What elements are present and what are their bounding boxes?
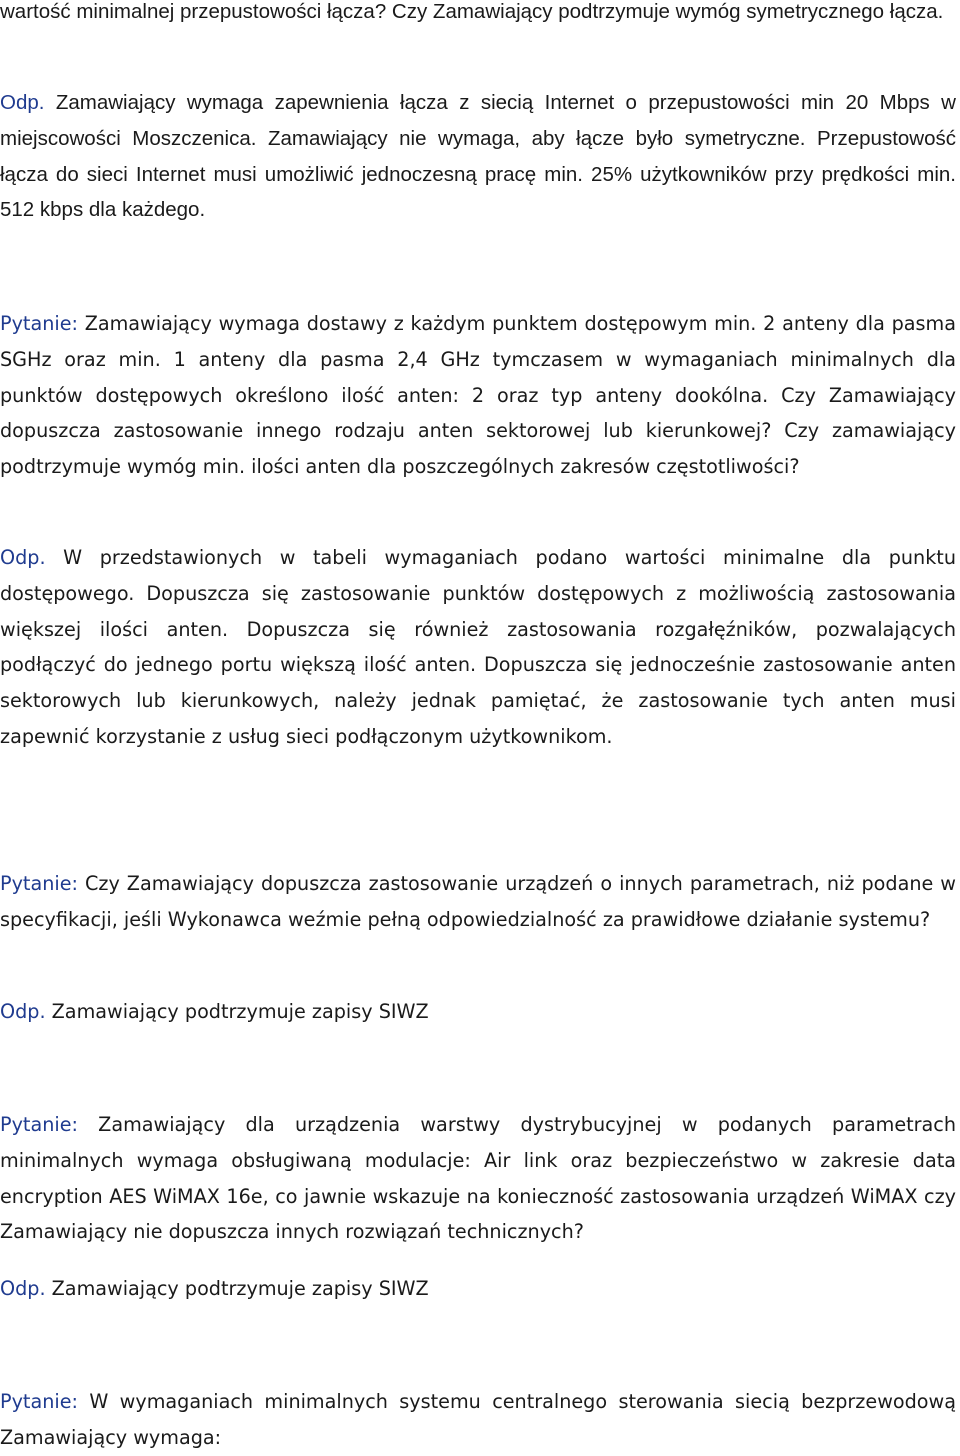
question-label: Pytanie: (0, 1113, 78, 1136)
paragraph-question-continuation (0, 0, 956, 30)
question-label: Pytanie: (0, 312, 78, 335)
paragraph-text: W wymaganiach minimalnych systemu centralnego sterowania siecią bezprzewodową Zamawiający wymaga: (0, 1390, 956, 1449)
question-label: Pytanie: (0, 872, 78, 895)
answer-label: Odp. (0, 1000, 46, 1023)
paragraph-text: Zamawiający podtrzymuje zapisy SIWZ (45, 1277, 429, 1300)
paragraph-answer-siwz-1 (0, 994, 956, 1030)
paragraph-text: Czy Zamawiający dopuszcza zastosowanie urządzeń o innych parametrach, niż podane w specyfikacji, jeśli Wykonawca weźmie pełną odpowiedzialność za prawidłowe działanie systemu? (0, 872, 956, 931)
paragraph-answer-bandwidth (0, 85, 956, 228)
paragraph-text: W przedstawionych w tabeli wymaganiach podano wartości minimalne dla punktu dostępowego. Dopuszcza się zastosowanie punktów dostępowych z możliwością zastosowania większej ilości anten. Dopuszcza się również zastosowania rozgałęźników, pozwalających podłączyć do jednego portu większą ilość anten. Dopuszcza się jednocześnie zastosowanie anten sektorowych lub kierunkowych, należy jednak pamiętać, że zastosowanie tych anten musi zapewnić korzystanie z usług sieci podłączonym użytkownikom. (0, 546, 956, 748)
paragraph-question-wimax (0, 1107, 956, 1250)
paragraph-answer-antennas (0, 540, 956, 755)
paragraph-text: wartość minimalnej przepustowości łącza? Czy Zamawiający podtrzymuje wymóg symetrycznego łącza. (0, 0, 944, 23)
paragraph-question-central-system (0, 1384, 956, 1456)
paragraph-answer-siwz-2 (0, 1271, 956, 1307)
paragraph-text: Zamawiający wymaga zapewnienia łącza z siecią Internet o przepustowości min 20 Mbps w miejscowości Moszczenica. Zamawiający nie wymaga, aby łącze było symetryczne. Przepustowość łącza do sieci Internet musi umożliwić jednoczesną pracę min. 25% użytkowników przy prędkości min. 512 kbps dla każdego. (0, 91, 956, 222)
answer-label: Odp. (0, 91, 45, 114)
answer-label: Odp. (0, 1277, 46, 1300)
question-label: Pytanie: (0, 1390, 78, 1413)
paragraph-question-antennas (0, 306, 956, 485)
paragraph-question-devices (0, 866, 956, 938)
paragraph-text: Zamawiający dla urządzenia warstwy dystrybucyjnej w podanych parametrach minimalnych wymaga obsługiwaną modulacje: Air link oraz bezpieczeństwo w zakresie data encryption AES WiMAX 16e, co jawnie wskazuje na konieczność zastosowania urządzeń WiMAX czy Zamawiający nie dopuszcza innych rozwiązań technicznych? (0, 1113, 956, 1244)
paragraph-text: Zamawiający podtrzymuje zapisy SIWZ (45, 1000, 429, 1023)
answer-label: Odp. (0, 546, 46, 569)
paragraph-text: Zamawiający wymaga dostawy z każdym punktem dostępowym min. 2 anteny dla pasma SGHz oraz min. 1 anteny dla pasma 2,4 GHz tymczasem w wymaganiach minimalnych dla punktów dostępowych określono ilość anten: 2 oraz typ anteny dookólna. Czy Zamawiający dopuszcza zastosowanie innego rodzaju anten sektorowej lub kierunkowej? Czy zamawiający podtrzymuje wymóg min. ilości anten dla poszczególnych zakresów częstotliwości? (0, 312, 956, 479)
